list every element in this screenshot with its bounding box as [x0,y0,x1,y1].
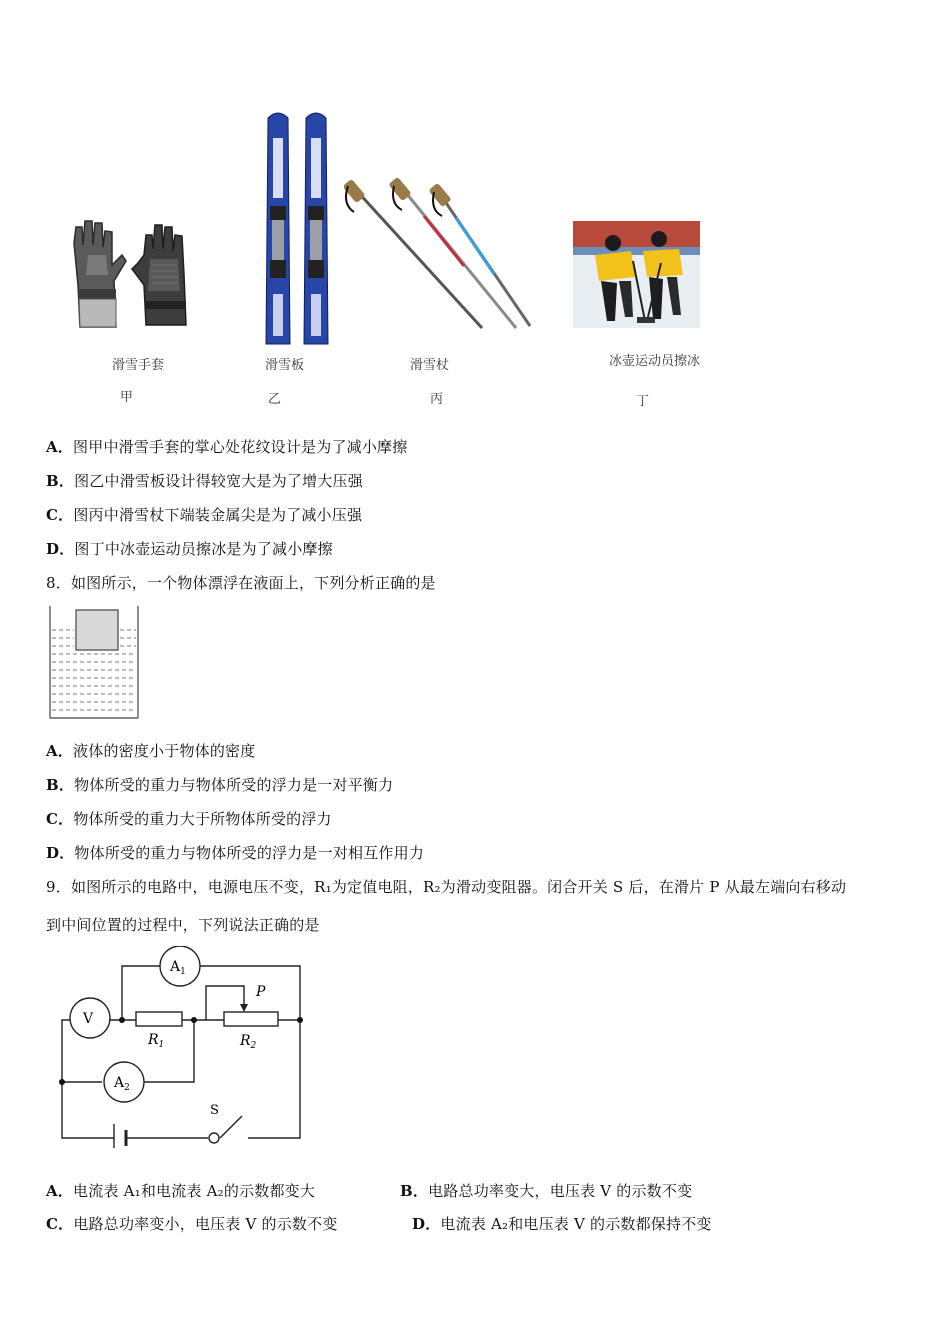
left-glove [74,221,126,327]
ski-left [266,113,290,344]
q8-option-c: C．物体所受的重力大于所物体所受的浮力 [46,810,332,828]
figure-caption-skis: 滑雪板 [265,358,305,373]
label-r1: $R_1$ [148,1032,165,1050]
q8-option-d: D．物体所受的重力与物体所受的浮力是一对相互作用力 [46,844,425,862]
figure-caption-gloves: 滑雪手套 [112,358,165,373]
q9-option-b: B．电路总功率变大，电压表 V 的示数不变 [400,1182,693,1200]
curling-sweepers-image [573,221,700,328]
q8-option-a: A．液体的密度小于物体的密度 [46,742,256,760]
floating-object-diagram [46,604,142,722]
q9-option-a: A．电流表 A₁和电流表 A₂的示数都变大 [46,1182,316,1200]
skis-image [262,108,334,348]
q9-option-d: D．电流表 A₂和电压表 V 的示数都保持不变 [412,1215,712,1233]
label-r2: $R_2$ [240,1033,257,1051]
switch-pivot [209,1133,219,1143]
circuit-diagram [56,946,312,1148]
label-v: V [83,1011,94,1027]
figure-tag-yi: 乙 [268,392,282,407]
q7-option-b: B．图乙中滑雪板设计得较宽大是为了增大压强 [46,472,363,490]
battery-symbol [114,1124,126,1148]
right-glove [132,225,186,325]
q9-option-c: C．电路总功率变小，电压表 V 的示数不变 [46,1215,338,1233]
floating-block [76,610,118,650]
pole-3 [428,183,530,326]
figure-tag-bing: 丙 [430,392,444,407]
q7-option-c: C．图丙中滑雪杖下端装金属尖是为了减小压强 [46,506,363,524]
slider-arrow [240,1004,248,1012]
figure-tag-jia: 甲 [120,390,134,405]
resistor-r1 [136,1012,182,1026]
resistor-r2 [224,1012,278,1026]
q9-stem-line-2: 到中间位置的过程中，下列说法正确的是 [46,916,320,934]
label-a2: $A_2$ [114,1075,130,1093]
label-a1: $A_1$ [170,959,186,977]
q9-stem-line-1: 9．如图所示的电路中，电源电压不变，R₁为定值电阻，R₂为滑动变阻器。闭合开关 S 后，在滑片 P 从最左端向右移动 [46,878,847,896]
label-p: P [256,984,266,1000]
pole-2 [388,177,516,328]
q7-option-a: A．图甲中滑雪手套的掌心处花纹设计是为了减小摩擦 [46,438,408,456]
figure-caption-poles: 滑雪杖 [410,358,450,373]
q8-stem: 8．如图所示，一个物体漂浮在液面上，下列分析正确的是 [46,574,436,592]
label-s: S [210,1103,219,1118]
ski-gloves-image [66,215,192,335]
q7-option-d: D．图丁中冰壶运动员擦冰是为了减小摩擦 [46,540,333,558]
figure-tag-ding: 丁 [636,394,650,409]
ski-right [304,113,328,344]
figure-caption-curling: 冰壶运动员擦冰 [609,354,701,369]
q8-option-b: B．物体所受的重力与物体所受的浮力是一对平衡力 [46,776,394,794]
ski-poles-image [344,176,539,336]
